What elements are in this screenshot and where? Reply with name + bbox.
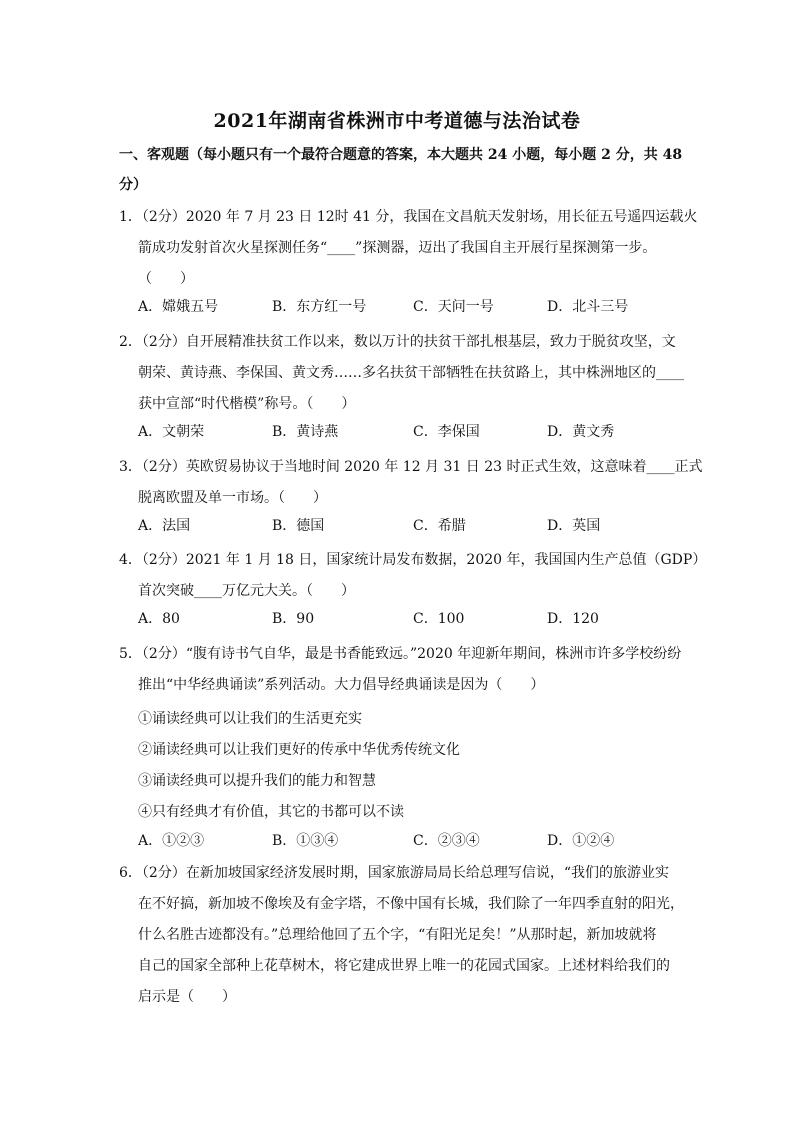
- option-b[interactable]: B．①③④: [272, 833, 339, 849]
- option-a[interactable]: A．法国: [138, 518, 191, 534]
- option-d[interactable]: D．黄文秀: [547, 424, 615, 440]
- question-text-line: 2．（2分）自开展精准扶贫工作以来，数以万计的扶贫干部扎根基层，致力于脱贫攻坚，文: [119, 334, 676, 350]
- question-text-line: 在不好搞，新加坡不像埃及有金字塔，不像中国有长城，我们除了一年四季直射的阳光，: [138, 896, 684, 912]
- option-b[interactable]: B．90: [272, 611, 315, 627]
- question-6: [119, 858, 684, 1013]
- question-text-line: 4．（2分）2021 年 1 月 18 日，国家统计局发布数据，2020 年，我国国内生产总值（GDP）: [119, 552, 707, 568]
- question-text-line: 6．（2分）在新加坡国家经济发展时期，国家旅游局局长给总理写信说，“我们的旅游业实: [119, 865, 669, 881]
- option-c[interactable]: C．李保国: [413, 424, 480, 440]
- question-text-line: 获中宣部“时代楷模”称号。（ ）: [138, 396, 356, 412]
- question-3: [119, 452, 703, 514]
- options-row-5: [138, 830, 678, 860]
- question-text-line: 5．（2分）“腹有诗书气自华，最是书香能致远。”2020 年迎新年期间，株洲市许多学校纷纷: [119, 646, 682, 662]
- statement-1: ①诵读经典可以让我们的生活更充实: [138, 711, 362, 727]
- option-c[interactable]: C．天问一号: [413, 299, 494, 315]
- question-2: [119, 327, 684, 420]
- question-text-line: （ ）: [138, 271, 194, 287]
- statement-4: ④只有经典才有价值，其它的书都可以不读: [138, 804, 404, 820]
- question-4: [119, 545, 707, 607]
- question-text-line: 箭成功发射首次火星探测任务“____”探测器，迈出了我国自主开展行星探测第一步。: [138, 240, 657, 256]
- options-row-1: [138, 296, 678, 326]
- option-a[interactable]: A．80: [138, 611, 180, 627]
- question-text-line: 3．（2分）英欧贸易协议于当地时间 2020 年 12 月 31 日 23 时正式生效，这意味着____正式: [119, 459, 703, 475]
- option-d[interactable]: D．英国: [547, 518, 601, 534]
- question-text-line: 自己的国家全部种上花草树木，将它建成世界上唯一的花园式国家。上述材料给我们的: [138, 958, 670, 974]
- question-1: [119, 202, 698, 295]
- option-c[interactable]: C．100: [413, 611, 465, 627]
- question-5: [119, 639, 682, 701]
- option-a[interactable]: A．嫦娥五号: [138, 299, 219, 315]
- question-text-line: 推出“中华经典诵读”系列活动。大力倡导经典诵读是因为（ ）: [138, 677, 545, 693]
- section-heading-line: 分）: [119, 177, 147, 193]
- section-heading: [119, 140, 683, 200]
- option-b[interactable]: B．德国: [272, 518, 325, 534]
- question-text-line: 朝荣、黄诗燕、李保国、黄文秀……多名扶贫干部牺牲在扶贫路上，其中株洲地区的____: [138, 365, 684, 381]
- question-text-line: 脱离欧盟及单一市场。（ ）: [138, 490, 327, 506]
- options-row-2: [138, 421, 678, 451]
- option-d[interactable]: D．北斗三号: [547, 299, 629, 315]
- option-c[interactable]: C．希腊: [413, 518, 466, 534]
- option-b[interactable]: B．黄诗燕: [272, 424, 339, 440]
- option-d[interactable]: D．①②④: [547, 833, 615, 849]
- question-text-line: 首次突破____万亿元大关。（ ）: [138, 583, 355, 599]
- statement-2: ②诵读经典可以让我们更好的传承中华优秀传统文化: [138, 742, 460, 758]
- question-text-line: 1．（2分）2020 年 7 月 23 日 12时 41 分，我国在文昌航天发射场，用长征五号遥四运载火: [119, 209, 698, 225]
- option-a[interactable]: A．①②③: [138, 833, 205, 849]
- section-heading-line: 一、客观题（每小题只有一个最符合题意的答案，本大题共 24 小题，每小题 2 分，共 48: [119, 147, 683, 163]
- page-title: 2021年湖南省株洲市中考道德与法治试卷: [213, 110, 581, 132]
- question-text-line: 启示是（ ）: [138, 989, 236, 1005]
- option-d[interactable]: D．120: [547, 611, 599, 627]
- option-c[interactable]: C．②③④: [413, 833, 480, 849]
- question-text-line: 什么名胜古迹都没有。”总理给他回了五个字，“有阳光足矣！”从那时起，新加坡就将: [138, 927, 657, 943]
- option-a[interactable]: A．文朝荣: [138, 424, 205, 440]
- option-b[interactable]: B．东方红一号: [272, 299, 367, 315]
- statement-3: ③诵读经典可以提升我们的能力和智慧: [138, 773, 376, 789]
- options-row-3: [138, 515, 678, 545]
- options-row-4: [138, 608, 678, 638]
